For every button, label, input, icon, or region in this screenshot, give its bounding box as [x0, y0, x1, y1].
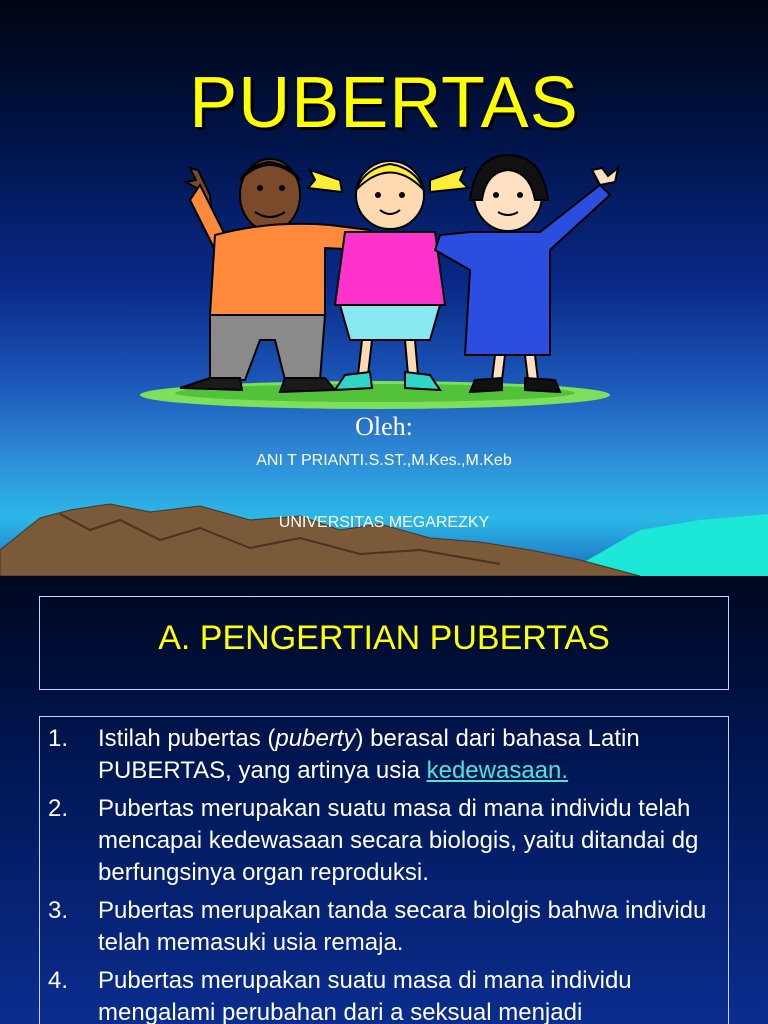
children-illustration: [130, 140, 630, 410]
item-number: 3.: [48, 897, 69, 924]
author-label: Oleh:: [355, 412, 413, 441]
item-number: 2.: [48, 795, 69, 822]
item-text: Istilah pubertas (: [98, 725, 276, 752]
kedewasaan-link[interactable]: kedewasaan.: [426, 757, 569, 784]
item-number: 1.: [48, 725, 69, 752]
author-name: ANI T PRIANTI.S.ST.,M.Kes.,M.Keb: [256, 452, 512, 469]
university-name: UNIVERSITAS MEGAREZKY: [278, 514, 490, 531]
slide-title: PUBERTAS: [189, 63, 579, 143]
item-text: Pubertas merupakan suatu masa di mana individu telah mencapai kedewasaan secara biologis, yaitu ditandai dg berfungsinya organ reproduksi.: [98, 795, 699, 886]
mountains-illustration: [0, 490, 768, 576]
definition-list: [39, 716, 729, 1024]
item-number: 4.: [48, 967, 69, 994]
item-text: Pubertas merupakan tanda secara biolgis bahwa individu telah memasuki usia remaja.: [98, 897, 707, 956]
content-slide: [0, 576, 768, 1024]
item-text: ) berasal dari bahasa Latin PUBERTAS, yang artinya usia: [98, 725, 640, 784]
section-heading: A. PENGERTIAN PUBERTAS: [158, 619, 610, 657]
heading-box: [39, 596, 729, 690]
item-text: Pubertas merupakan suatu masa di mana individu mengalami perubahan dari a seksual menjadi: [98, 967, 632, 1024]
item-italic: puberty: [275, 725, 356, 752]
